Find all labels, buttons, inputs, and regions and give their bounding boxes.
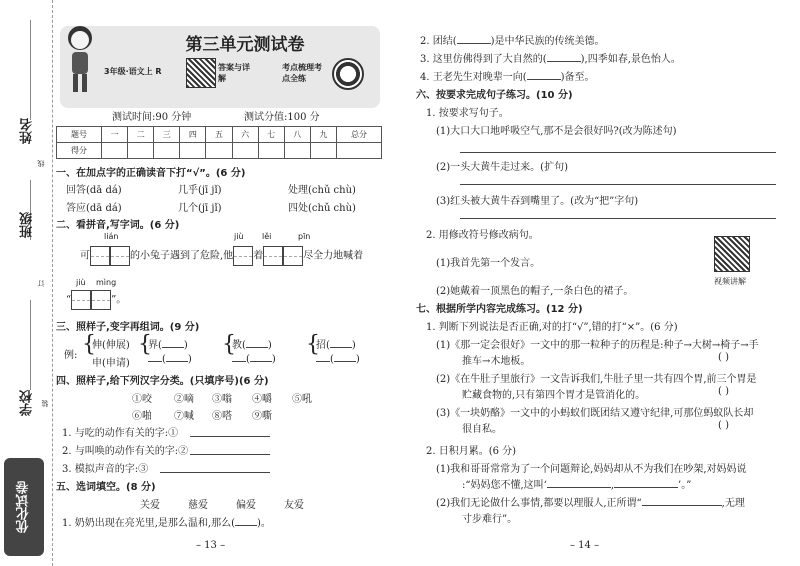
answer-blank[interactable] [246, 347, 268, 348]
sec2-text: 的小兔子遇到了危险,他 [130, 250, 234, 262]
answer-blank[interactable] [162, 347, 184, 348]
section-2-title: 二、看拼音,写字词。(6 分) [56, 220, 180, 231]
write-box[interactable] [71, 290, 91, 310]
sec4-q2: 2. 与叫唤的动作有关的字:② [62, 446, 189, 457]
answer-blank[interactable] [547, 61, 581, 62]
answers-qr-icon[interactable] [186, 58, 216, 88]
s6-b: (2)一头大黄牛走过来。(扩句) [436, 162, 568, 173]
group-1: 界( ) [148, 340, 188, 351]
s7-e1 [436, 494, 745, 509]
s7-e2: 寸步难行”。 [462, 514, 518, 525]
s6-d: (1)我首先第一个发言。 [436, 258, 541, 269]
score-cell[interactable] [336, 143, 381, 159]
s7-e1-text: (2)我们无论做什么事情,都要以理服人,正所谓“ [436, 498, 642, 509]
judge-paren[interactable]: ( ) [718, 420, 729, 431]
brace-icon: { [306, 332, 320, 357]
score-header: 三 [154, 127, 180, 143]
example-1: 伸(伸展) [92, 340, 130, 351]
char-option: ③嗡 [212, 394, 232, 405]
brace-icon: { [222, 332, 236, 357]
section-6-title: 六、按要求完成句子练习。(10 分) [416, 90, 573, 101]
section-7-title: 七、根据所学内容完成练习。(12 分) [416, 304, 583, 315]
s6-e: (2)她戴着一顶黑色的帽子,一条白色的裙子。 [436, 286, 634, 297]
s6-q2: 2. 用修改符号修改病句。 [426, 230, 539, 241]
section-1-title: 一、在加点字的正确读音下打“√”。(6 分) [56, 168, 246, 179]
score-cell[interactable] [232, 143, 258, 159]
score-cell[interactable] [102, 143, 128, 159]
seal-text: 订 [37, 280, 45, 287]
test-score: 测试分值:100 分 [244, 112, 320, 123]
s7-d1: (1)我和哥哥常常为了一个问题辩论,妈妈却从不为我们在吵架,对妈妈说 [436, 464, 747, 475]
answer-blank[interactable] [547, 487, 611, 488]
sec4-q3: 3. 模拟声音的字:③ [62, 464, 149, 475]
brand-logo: 优化试卷 [4, 458, 44, 556]
page-number-left: – 13 – [196, 540, 226, 551]
r2-line [420, 32, 605, 47]
answer-blank[interactable] [235, 525, 257, 526]
group-2b: ( ) [232, 354, 276, 365]
write-box[interactable] [233, 246, 253, 266]
write-box[interactable] [90, 246, 110, 266]
write-box[interactable] [91, 290, 111, 310]
char-option: ⑦喊 [174, 411, 194, 422]
group-word: 招( [316, 340, 330, 351]
word-option: 慈爱 [188, 500, 208, 511]
name-label: 姓名 [20, 118, 35, 144]
char-option: ⑧嗒 [212, 411, 232, 422]
sec1-item: 答应(dā dá) [66, 203, 122, 214]
sec1-item: 几乎(jī jǐ) [178, 185, 222, 196]
pinyin: pīn [298, 232, 311, 241]
seal-text: 装 [41, 400, 49, 407]
score-header: 一 [102, 127, 128, 143]
group-2: 教( ) [232, 340, 272, 351]
score-cell[interactable] [310, 143, 336, 159]
answer-line[interactable] [460, 218, 776, 219]
group-word: 界( [148, 340, 162, 351]
page-title: 第三单元测试卷 [185, 35, 305, 55]
char-option: ⑥啪 [132, 411, 152, 422]
class-label: 班级 [20, 212, 35, 238]
answer-blank[interactable] [330, 347, 352, 348]
review-label: 考点梳理考点全练 [282, 63, 322, 83]
r3-line [420, 50, 681, 65]
score-row-label: 得分 [57, 143, 102, 159]
sec2-text: “ [66, 294, 72, 306]
score-cell[interactable] [258, 143, 284, 159]
write-box[interactable] [110, 246, 130, 266]
score-cell[interactable] [154, 143, 180, 159]
answer-line[interactable] [460, 152, 776, 153]
answer-line[interactable] [190, 436, 270, 437]
sec2-text: ”。 [111, 294, 127, 306]
example-label: 例: [64, 350, 78, 361]
group-3b: ( ) [316, 354, 360, 365]
s7-e1-end: ,无理 [721, 498, 745, 509]
answers-label: 答案与详解 [218, 63, 250, 83]
test-time: 测试时间:90 分钟 [112, 112, 192, 123]
section-5-title: 五、选词填空。(8 分) [56, 482, 156, 493]
example-2: 申(申请) [92, 358, 130, 369]
answer-blank[interactable] [166, 361, 188, 362]
word-option: 偏爱 [236, 500, 256, 511]
answer-line[interactable] [160, 472, 270, 473]
sec2-text: 尽全力地喊着 [303, 250, 364, 262]
sec2-text: 着 [253, 250, 264, 262]
sec2-text: 可 [80, 250, 90, 262]
answer-blank[interactable] [642, 505, 722, 506]
score-cell[interactable] [206, 143, 232, 159]
video-qr-icon[interactable] [714, 236, 750, 272]
answer-blank[interactable] [527, 79, 561, 80]
sec5-q1-end: )。 [256, 518, 271, 529]
s7-c2: 很自私。 [462, 424, 502, 435]
r3-text: 3. 这里仿佛得到了大自然的( [420, 54, 547, 65]
sec2-sentence [80, 246, 363, 266]
score-cell[interactable] [128, 143, 154, 159]
pinyin: lěi [262, 232, 272, 241]
s6-a: (1)大口大口地呼吸空气,那不是会很好吗?(改为陈述句) [436, 126, 677, 137]
r2-text: 2. 团结( [420, 36, 457, 47]
s6-q1: 1. 按要求写句子。 [426, 108, 509, 119]
judge-paren[interactable]: ( ) [718, 352, 729, 363]
r4-text: )备至。 [560, 72, 595, 83]
mascot-icon [60, 22, 100, 98]
r4-line [420, 68, 595, 83]
name-line [30, 20, 31, 120]
r3-text: ),四季如春,景色怡人。 [580, 54, 681, 65]
judge-paren[interactable]: ( ) [718, 386, 729, 397]
char-option: ①咬 [132, 394, 152, 405]
s7-b1: (2)《在牛肚子里旅行》一文告诉我们,牛肚子里一共有四个胃,前三个胃是 [436, 374, 757, 385]
write-box[interactable] [283, 246, 303, 266]
answer-line[interactable] [460, 184, 776, 185]
s7-d2-text: :“妈妈您不懂,这叫‘ [462, 480, 547, 491]
score-cell[interactable] [284, 143, 310, 159]
sec5-q1-text: 1. 奶奶出现在亮光里,是那么温和,那么( [62, 518, 235, 529]
binding-margin [0, 0, 53, 566]
score-header: 七 [258, 127, 284, 143]
answer-blank[interactable] [316, 361, 330, 362]
school-label: 学校 [20, 390, 35, 416]
s7-d2: :“妈妈您不懂,这叫‘ , ’。” [462, 480, 692, 491]
r2-text: )是中华民族的传统美德。 [490, 36, 605, 47]
char-option: ⑨嘶 [252, 411, 272, 422]
s7-a2: 推车→木地板。 [462, 356, 531, 367]
score-header: 题号 [57, 127, 102, 143]
school-line [30, 300, 31, 390]
sec2-sentence-2 [66, 290, 126, 310]
s7-a1: (1)《那一定会很好》一文中的那一粒种子的历程是:种子→大树→椅子→手 [436, 340, 759, 351]
video-label: 视频讲解 [714, 277, 746, 286]
sec4-q1: 1. 与吃的动作有关的字:① [62, 428, 179, 439]
group-1b: ( ) [148, 354, 192, 365]
answer-blank[interactable] [232, 361, 246, 362]
group-word: 教( [232, 340, 246, 351]
r4-text: 4. 王老先生对晚辈一向( [420, 72, 527, 83]
score-header: 九 [310, 127, 336, 143]
section-3-title: 三、照样子,变字再组词。(9 分) [56, 322, 200, 333]
char-option: ⑤吼 [292, 394, 312, 405]
sec1-item: 四处(chǔ chù) [288, 203, 356, 214]
sec5-q1 [62, 514, 271, 529]
char-option: ②嘀 [174, 394, 194, 405]
score-header: 五 [206, 127, 232, 143]
word-option: 友爱 [284, 500, 304, 511]
grade-label: 3年级·语文上 R [104, 67, 162, 76]
brace-icon: { [138, 332, 152, 357]
page-number-right: – 14 – [570, 540, 600, 551]
pinyin: lián [104, 232, 119, 241]
answer-blank[interactable] [334, 361, 356, 362]
group-3: 招( ) [316, 340, 356, 351]
word-option: 关爱 [140, 500, 160, 511]
score-header: 四 [180, 127, 206, 143]
pinyin: jiù [234, 232, 244, 241]
sec1-item: 处理(chǔ chù) [288, 185, 356, 196]
answer-blank[interactable] [614, 487, 678, 488]
brace-icon: { [82, 332, 96, 357]
score-cell[interactable] [180, 143, 206, 159]
sec1-item: 几个(jī jǐ) [178, 203, 222, 214]
score-header: 二 [128, 127, 154, 143]
write-box[interactable] [263, 246, 283, 266]
char-option: ④嚼 [252, 394, 272, 405]
s7-c1: (3)《一块奶酪》一文中的小蚂蚁们既团结又遵守纪律,可那位蚂蚁队长却 [436, 408, 754, 419]
s6-c: (3)红头被大黄牛吞到嘴里了。(改为“把”字句) [436, 196, 639, 207]
answer-blank[interactable] [250, 361, 272, 362]
answer-line[interactable] [190, 454, 270, 455]
pinyin: jiù [76, 278, 86, 287]
sec1-item: 回答(dā dá) [66, 185, 122, 196]
score-header: 八 [284, 127, 310, 143]
answer-blank[interactable] [148, 361, 162, 362]
score-table [56, 126, 382, 159]
s7-q2: 2. 日积月累。(6 分) [426, 446, 517, 457]
s7-b2: 贮藏食物的,只有第四个胃才是管消化的。 [462, 390, 646, 401]
s7-q1: 1. 判断下列说法是否正确,对的打“√”,错的打“×”。(6 分) [426, 322, 678, 333]
pinyin: mìng [96, 278, 117, 287]
section-4-title: 四、照样子,给下列汉字分类。(只填序号)(6 分) [56, 376, 269, 387]
score-header: 六 [232, 127, 258, 143]
score-header: 总分 [336, 127, 381, 143]
answer-blank[interactable] [457, 43, 491, 44]
review-code-icon[interactable] [332, 58, 364, 90]
seal-text: 线 [37, 160, 45, 167]
